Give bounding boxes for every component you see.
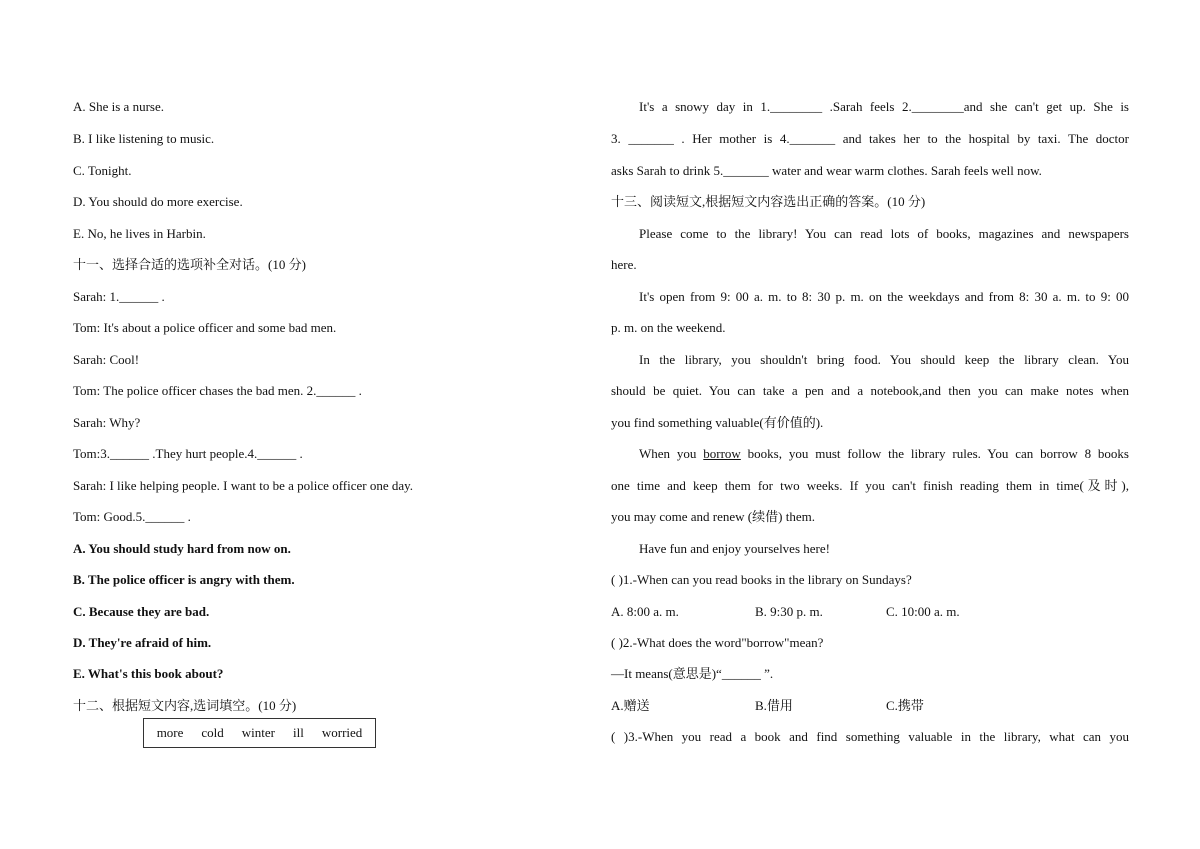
text-line: should be quiet. You can take a pen and a notebook,and then you can make notes when [611,383,1129,398]
text-line: p. m. on the weekend. [611,320,726,335]
text-line: D. You should do more exercise. [73,194,243,209]
text-line: —It means(意思是)“______ ”. [611,666,774,681]
text-line: C. Tonight. [73,163,132,178]
answer-option: D. They're afraid of him. [73,635,212,650]
choice-option: B. 9:30 p. m. [755,604,823,619]
word-bank-item: winter [241,725,276,740]
choice-option: C.携带 [886,698,924,713]
text-line: Tom: Good.5.______ . [73,509,191,524]
text-line: Tom: It's about a police officer and some bad men. [73,320,337,335]
text-line: here. [611,257,637,272]
text-line: Sarah: 1.______ . [73,289,165,304]
text-line: E. No, he lives in Harbin. [73,226,206,241]
text-line: ( )2.-What does the word"borrow"mean? [611,635,824,650]
text-line: one time and keep them for two weeks. If you can't finish reading them in time(及时), [611,478,1129,493]
answer-option: A. You should study hard from now on. [73,541,291,556]
word-bank-item: more [156,725,184,740]
text-line: 十三、阅读短文,根据短文内容选出正确的答案。(10 分) [611,194,926,209]
text-line: When you borrow books, you must follow the library rules. You can borrow 8 books [639,446,1129,461]
choice-option: A.赠送 [611,698,650,713]
choice-option: A. 8:00 a. m. [611,604,679,619]
text-line: It's open from 9: 00 a. m. to 8: 30 p. m. on the weekdays and from 8: 30 a. m. to 9: 00 [639,289,1129,304]
word-bank-item: cold [201,725,224,740]
text-line: Sarah: I like helping people. I want to be a police officer one day. [73,478,414,493]
text-line: ( )1.-When can you read books in the library on Sundays? [611,572,912,587]
text-line: In the library, you shouldn't bring food. You should keep the library clean. You [639,352,1129,367]
text-line: 3. _______ . Her mother is 4._______ and takes her to the hospital by taxi. The doctor [611,131,1129,146]
answer-option: E. What's this book about? [73,666,224,681]
text-line: you find something valuable(有价值的). [611,415,824,430]
text-line: Please come to the library! You can read lots of books, magazines and newspapers [639,226,1129,241]
text-line: A. She is a nurse. [73,99,164,114]
text-line: Have fun and enjoy yourselves here! [639,541,830,556]
text-line: It's a snowy day in 1.________ .Sarah feels 2.________and she can't get up. She is [639,99,1129,114]
word-bank-box [143,718,376,748]
text-line: Tom: The police officer chases the bad men. 2.______ . [73,383,362,398]
answer-option: B. The police officer is angry with them. [73,572,295,587]
answer-choices [611,698,1129,714]
word-bank-item: worried [321,725,363,740]
choice-option: C. 10:00 a. m. [886,604,960,619]
answer-option: C. Because they are bad. [73,604,210,619]
text-line: Sarah: Why? [73,415,141,430]
text-line: 十二、根据短文内容,选词填空。(10 分) [73,698,297,713]
underlined-word: borrow [703,446,741,461]
text-line: ( )3.-When you read a book and find something valuable in the library, what can you [611,729,1129,744]
answer-choices [611,604,1129,620]
text-line: Tom:3.______ .They hurt people.4.______ . [73,446,303,461]
text-line: you may come and renew (续借) them. [611,509,815,524]
word-bank-item: ill [293,725,304,740]
text-line: asks Sarah to drink 5._______ water and wear warm clothes. Sarah feels well now. [611,163,1042,178]
text-line: B. I like listening to music. [73,131,215,146]
choice-option: B.借用 [755,698,793,713]
text-line: Sarah: Cool! [73,352,140,367]
text-line: 十一、选择合适的选项补全对话。(10 分) [73,257,306,272]
